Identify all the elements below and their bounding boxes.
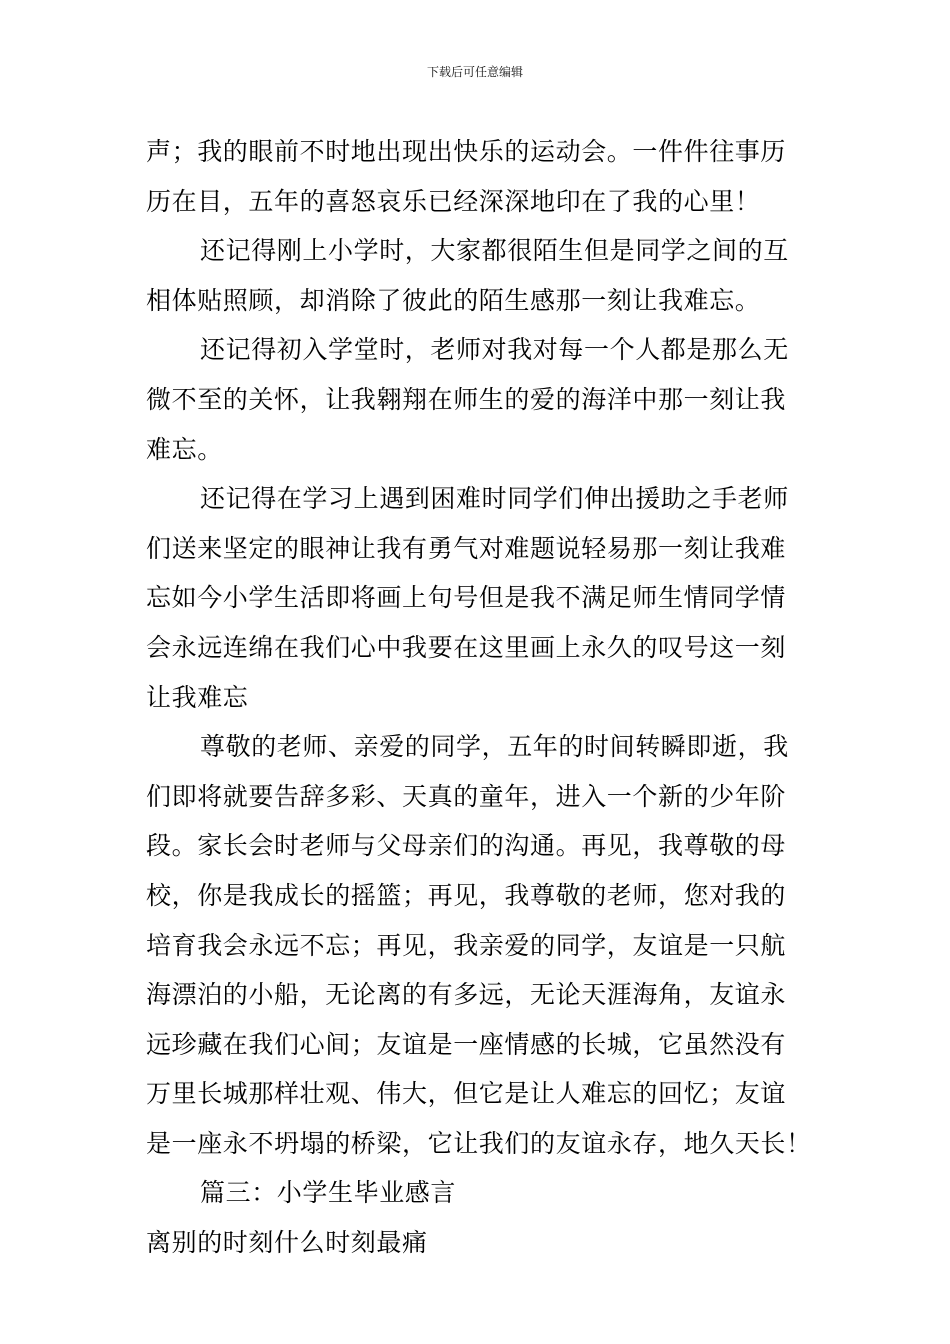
section-lead-text: 离别的时刻什么时刻最痛 bbox=[146, 1228, 428, 1258]
text-line: 校，你是我成长的摇篮；再见，我尊敬的老师，您对我的 bbox=[146, 880, 787, 910]
paragraph-1 bbox=[146, 127, 806, 226]
text-line: 是一座永不坍塌的桥梁，它让我们的友谊永存，地久天长！ bbox=[146, 1128, 812, 1158]
text-line bbox=[146, 1168, 806, 1267]
text-line: 段。家长会时老师与父母亲们的沟通。再见，我尊敬的母 bbox=[146, 831, 787, 861]
text-line: 远珍藏在我们心间；友谊是一座情感的长城，它虽然没有 bbox=[146, 1029, 787, 1059]
text-line: 难忘。 bbox=[146, 434, 223, 464]
text-line: 相体贴照顾，却消除了彼此的陌生感那一刻让我难忘。 bbox=[146, 285, 761, 315]
text-line: 历在目，五年的喜怒哀乐已经深深地印在了我的心里！ bbox=[146, 186, 761, 216]
paragraph-4 bbox=[146, 474, 806, 722]
text-line: 海漂泊的小船，无论离的有多远，无论天涯海角，友谊永 bbox=[146, 980, 787, 1010]
text-line: 尊敬的老师、亲爱的同学，五年的时间转瞬即逝，我 bbox=[200, 732, 789, 762]
text-line: 还记得刚上小学时，大家都很陌生但是同学之间的互 bbox=[200, 236, 789, 266]
text-line: 会永远连绵在我们心中我要在这里画上永久的叹号这一刻 bbox=[146, 632, 787, 662]
text-line: 还记得在学习上遇到困难时同学们伸出援助之手老师 bbox=[200, 484, 789, 514]
document-body bbox=[146, 127, 812, 1268]
text-line: 还记得初入学堂时，老师对我对每一个人都是那么无 bbox=[200, 335, 789, 365]
text-line: 声；我的眼前不时地出现出快乐的运动会。一件件往事历 bbox=[146, 137, 787, 166]
section-heading: 篇三：小学生毕业感言 bbox=[200, 1178, 457, 1208]
text-line: 万里长城那样壮观、伟大，但它是让人难忘的回忆；友谊 bbox=[146, 1079, 787, 1109]
paragraph-5 bbox=[146, 722, 812, 1168]
text-line: 们即将就要告辞多彩、天真的童年，进入一个新的少年阶 bbox=[146, 781, 787, 811]
paragraph-2 bbox=[146, 226, 806, 325]
text-line: 忘如今小学生活即将画上句号但是我不满足师生情同学情 bbox=[146, 583, 787, 613]
paragraph-3 bbox=[146, 325, 806, 474]
text-line: 让我难忘 bbox=[146, 682, 249, 712]
text-line: 们送来坚定的眼神让我有勇气对难题说轻易那一刻让我难 bbox=[146, 533, 787, 563]
section-heading-line bbox=[146, 1168, 806, 1267]
text-line: 微不至的关怀，让我翱翔在师生的爱的海洋中那一刻让我 bbox=[146, 384, 787, 414]
text-line: 培育我会永远不忘；再见，我亲爱的同学，友谊是一只航 bbox=[146, 930, 787, 960]
page-header: 下载后可任意编辑 bbox=[426, 65, 523, 79]
